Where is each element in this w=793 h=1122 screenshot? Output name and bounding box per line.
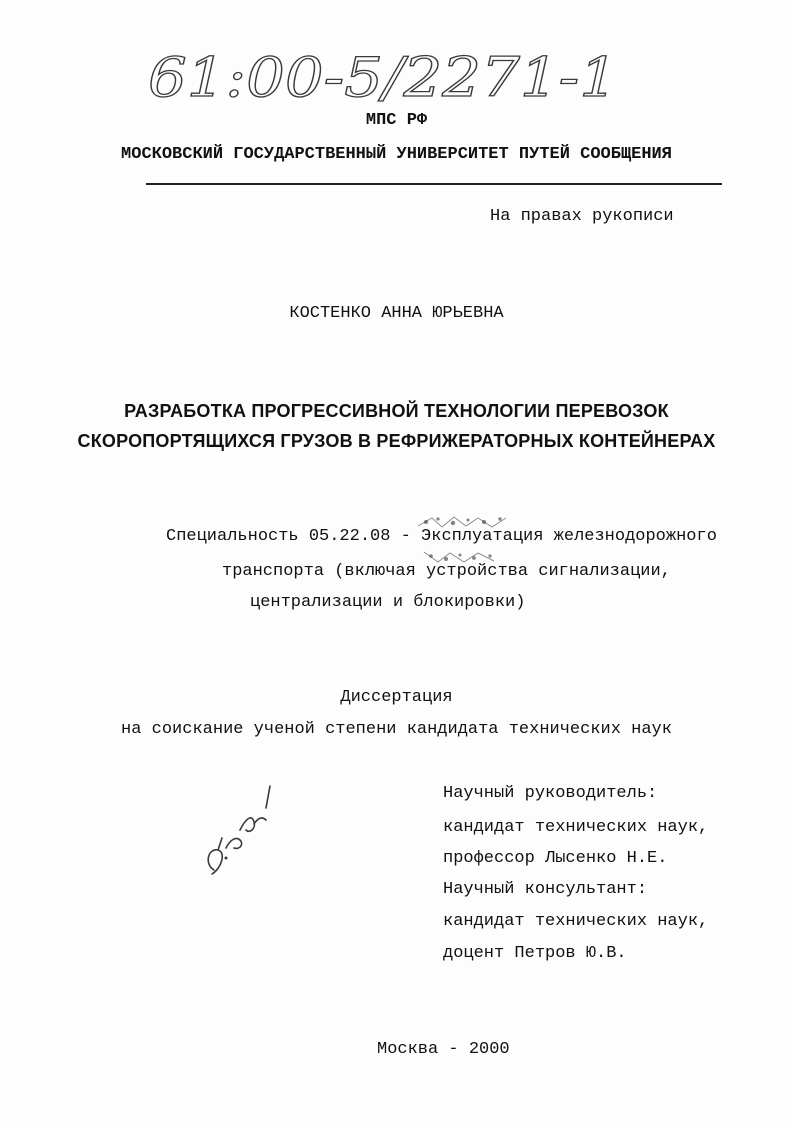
archive-code-text: 61:00-5/2271-1	[148, 46, 618, 109]
thesis-title-line-2: СКОРОПОРТЯЩИХСЯ ГРУЗОВ В РЕФРИЖЕРАТОРНЫХ КОНТЕЙНЕРАХ	[77, 431, 716, 451]
consultant-name: доцент Петров Ю.В.	[443, 944, 627, 963]
thesis-title-line-1: РАЗРАБОТКА ПРОГРЕССИВНОЙ ТЕХНОЛОГИИ ПЕРЕВОЗОК	[124, 401, 669, 421]
supervisor-degree: кандидат технических наук,	[443, 818, 709, 837]
specialty-line-1: Специальность 05.22.08 - Эксплуатация железнодорожного	[166, 527, 717, 546]
consultant-degree: кандидат технических наук,	[443, 912, 709, 931]
specialty-line-2: транспорта (включая устройства сигнализации,	[222, 562, 671, 581]
city-year: Москва - 2000	[377, 1040, 510, 1059]
library-stamp	[398, 512, 533, 567]
dissertation-type: Диссертация	[340, 688, 453, 707]
degree-description: на соискание ученой степени кандидата технических наук	[121, 720, 672, 739]
header-divider	[146, 183, 722, 185]
handwritten-signature	[196, 778, 286, 888]
ministry-header: МПС РФ	[365, 111, 428, 130]
supervisor-name: профессор Лысенко Н.Е.	[443, 849, 668, 868]
consultant-label: Научный консультант:	[443, 880, 648, 899]
author-name: КОСТЕНКО АННА ЮРЬЕВНА	[289, 304, 504, 323]
specialty-line-3: централизации и блокировки)	[250, 593, 526, 612]
manuscript-note: На правах рукописи	[490, 207, 674, 226]
handwritten-archive-code	[140, 40, 640, 110]
supervisor-label: Научный руководитель:	[443, 784, 658, 803]
university-name: МОСКОВСКИЙ ГОСУДАРСТВЕННЫЙ УНИВЕРСИТЕТ ПУТЕЙ СООБЩЕНИЯ	[121, 145, 672, 164]
